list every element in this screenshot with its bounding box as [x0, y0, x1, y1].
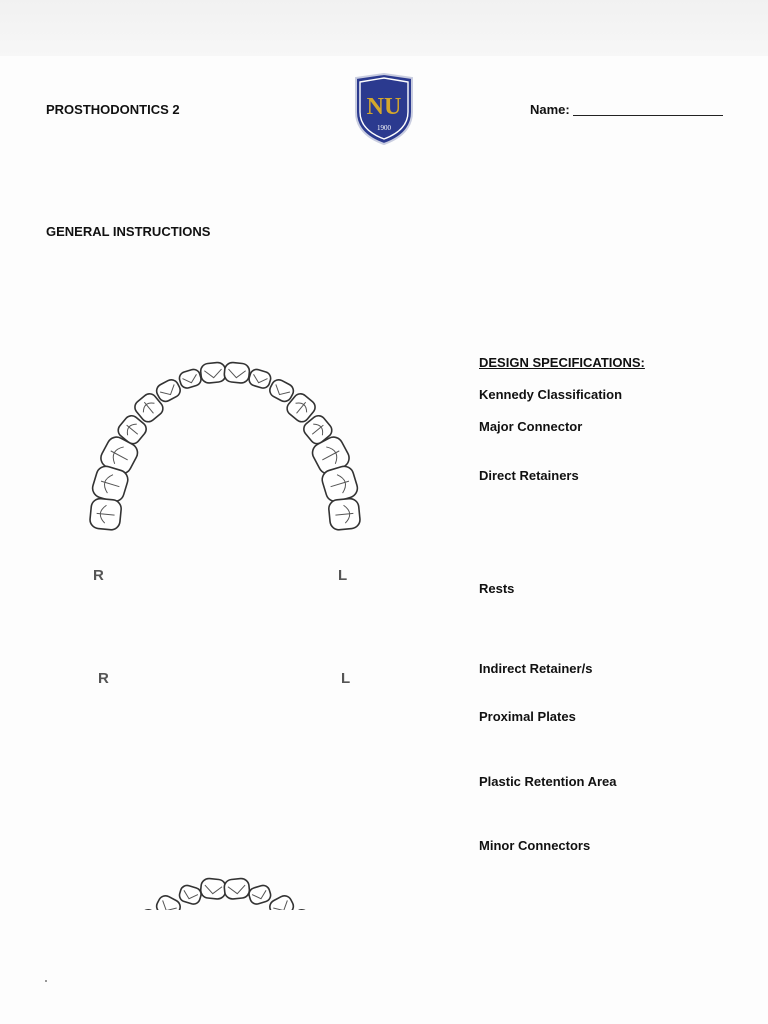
spec-proximal-plates: Proximal Plates: [479, 709, 576, 724]
name-label: Name:: [530, 102, 570, 117]
tooth-outline: [200, 362, 226, 384]
spec-kennedy-classification: Kennedy Classification: [479, 387, 623, 402]
tooth-outline: [200, 878, 226, 900]
tooth-outline: [224, 362, 250, 384]
tooth-outline: [89, 498, 122, 531]
upper-left-label: L: [338, 567, 348, 584]
tooth-outline: [247, 368, 272, 390]
design-specifications-heading: DESIGN SPECIFICATIONS:: [479, 355, 645, 370]
university-logo: [352, 72, 416, 146]
tooth-outline: [224, 878, 250, 900]
spec-minor-connectors: Minor Connectors: [479, 838, 591, 853]
spec-plastic-retention-area: Plastic Retention Area: [479, 774, 617, 789]
logo-letters: NU: [366, 94, 402, 120]
spec-rests: Rests: [479, 581, 515, 596]
tooth-outline: [267, 893, 296, 910]
stray-mark: [45, 980, 47, 982]
course-title: PROSTHODONTICS 2: [46, 102, 180, 117]
tooth-outline: [247, 884, 272, 906]
lower-left-label: L: [341, 670, 351, 687]
upper-right-label: R: [93, 567, 104, 584]
tooth-outline: [178, 884, 203, 906]
top-margin: [0, 0, 768, 56]
tooth-outline: [328, 498, 361, 531]
spec-direct-retainers: Direct Retainers: [479, 468, 579, 483]
maxillary-arch-diagram: [70, 350, 380, 560]
tooth-outline: [178, 368, 203, 390]
lower-right-label: R: [98, 670, 109, 687]
logo-year: 1900: [377, 124, 391, 132]
spec-indirect-retainers: Indirect Retainer/s: [479, 661, 593, 676]
mandibular-arch-diagram: [70, 700, 380, 910]
general-instructions-heading: GENERAL INSTRUCTIONS: [46, 224, 211, 239]
tooth-outline: [154, 893, 183, 910]
name-field-line[interactable]: [573, 115, 723, 116]
spec-major-connector: Major Connector: [479, 419, 583, 434]
